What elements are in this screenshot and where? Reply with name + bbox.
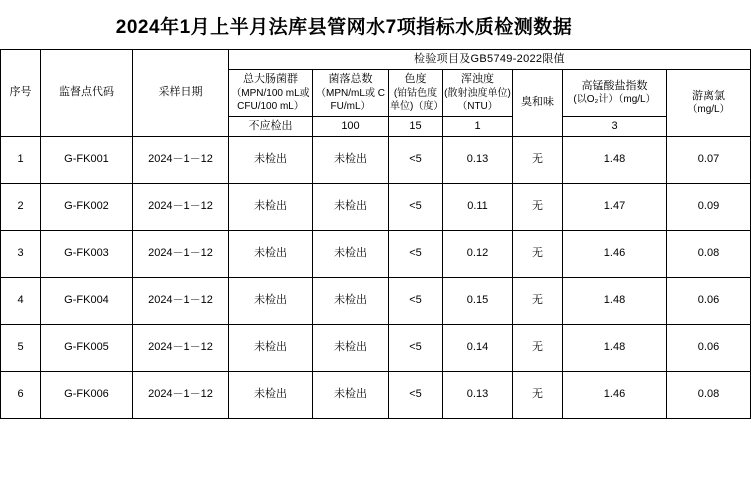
- cell-coliform: 未检出: [229, 371, 313, 418]
- cell-color: <5: [389, 230, 443, 277]
- column-header-permanganate: [563, 69, 667, 116]
- limit-value-turbidity: 1: [443, 116, 513, 136]
- cell-coliform: 未检出: [229, 230, 313, 277]
- cell-seq: 5: [1, 324, 41, 371]
- page-title: 2024年1月上半月法库县管网水7项指标水质检测数据: [115, 17, 573, 38]
- cell-chlorine: 0.06: [667, 277, 751, 324]
- column-header-coliform-main: 总大肠菌群: [243, 72, 298, 85]
- table-row: [1, 230, 751, 277]
- column-header-turbidity-unit: (散射浊度单位)（NTU）: [444, 87, 511, 113]
- cell-odor: 无: [513, 277, 563, 324]
- cell-seq: 4: [1, 277, 41, 324]
- cell-color: <5: [389, 136, 443, 183]
- limit-value-color: 15: [389, 116, 443, 136]
- table-row: [1, 324, 751, 371]
- table-row: [1, 277, 751, 324]
- cell-turbidity: 0.12: [443, 230, 513, 277]
- cell-chlorine: 0.08: [667, 371, 751, 418]
- cell-turbidity: 0.13: [443, 136, 513, 183]
- column-header-chlorine: [667, 69, 751, 136]
- cell-date: 2024－1－12: [133, 136, 229, 183]
- column-header-permanganate-main: 高锰酸盐指数: [581, 79, 648, 92]
- cell-date: 2024－1－12: [133, 277, 229, 324]
- cell-turbidity: 0.15: [443, 277, 513, 324]
- cell-colony: 未检出: [313, 183, 389, 230]
- column-header-color-main: 色度: [404, 72, 427, 85]
- cell-odor: 无: [513, 136, 563, 183]
- cell-color: <5: [389, 277, 443, 324]
- cell-permanganate: 1.48: [563, 136, 667, 183]
- cell-code: G-FK006: [41, 371, 133, 418]
- cell-date: 2024－1－12: [133, 371, 229, 418]
- cell-turbidity: 0.14: [443, 324, 513, 371]
- cell-permanganate: 1.46: [563, 371, 667, 418]
- limit-value-permanganate: 3: [563, 116, 667, 136]
- cell-seq: 1: [1, 136, 41, 183]
- cell-odor: 无: [513, 230, 563, 277]
- column-header-colony-main: 菌落总数: [328, 72, 373, 85]
- cell-chlorine: 0.08: [667, 230, 751, 277]
- limit-value-coliform: 不应检出: [229, 116, 313, 136]
- limit-value-colony: 100: [313, 116, 389, 136]
- table-row: [1, 371, 751, 418]
- cell-permanganate: 1.46: [563, 230, 667, 277]
- column-header-code: 监督点代码: [41, 50, 133, 137]
- cell-color: <5: [389, 324, 443, 371]
- column-header-turbidity: [443, 69, 513, 116]
- cell-seq: 6: [1, 371, 41, 418]
- cell-colony: 未检出: [313, 230, 389, 277]
- cell-odor: 无: [513, 324, 563, 371]
- column-header-color-unit: (铂钴色度单位)（度）: [390, 87, 444, 113]
- cell-colony: 未检出: [313, 371, 389, 418]
- cell-coliform: 未检出: [229, 183, 313, 230]
- cell-code: G-FK005: [41, 324, 133, 371]
- column-header-chlorine-main: 游离氯: [692, 89, 725, 102]
- column-header-seq: 序号: [1, 50, 41, 137]
- cell-date: 2024－1－12: [133, 324, 229, 371]
- column-header-odor-main: 臭和味: [521, 96, 554, 109]
- column-header-coliform: [229, 69, 313, 116]
- cell-date: 2024－1－12: [133, 183, 229, 230]
- cell-chlorine: 0.07: [667, 136, 751, 183]
- column-header-colony: [313, 69, 389, 116]
- column-header-date: 采样日期: [133, 50, 229, 137]
- column-header-permanganate-unit: (以O₂计）（mg/L）: [573, 94, 656, 106]
- cell-code: G-FK003: [41, 230, 133, 277]
- cell-seq: 3: [1, 230, 41, 277]
- cell-code: G-FK002: [41, 183, 133, 230]
- cell-code: G-FK004: [41, 277, 133, 324]
- column-header-coliform-unit: （MPN/100 mL或 CFU/100 mL）: [231, 87, 310, 113]
- cell-seq: 2: [1, 183, 41, 230]
- column-header-odor: [513, 69, 563, 136]
- cell-permanganate: 1.48: [563, 277, 667, 324]
- cell-coliform: 未检出: [229, 136, 313, 183]
- cell-odor: 无: [513, 371, 563, 418]
- cell-chlorine: 0.09: [667, 183, 751, 230]
- cell-color: <5: [389, 371, 443, 418]
- cell-color: <5: [389, 183, 443, 230]
- cell-colony: 未检出: [313, 136, 389, 183]
- cell-chlorine: 0.06: [667, 324, 751, 371]
- cell-coliform: 未检出: [229, 277, 313, 324]
- column-header-chlorine-unit: （mg/L）: [687, 104, 730, 116]
- water-quality-table: [0, 49, 751, 419]
- cell-date: 2024－1－12: [133, 230, 229, 277]
- cell-odor: 无: [513, 183, 563, 230]
- cell-code: G-FK001: [41, 136, 133, 183]
- cell-turbidity: 0.13: [443, 371, 513, 418]
- cell-permanganate: 1.48: [563, 324, 667, 371]
- cell-colony: 未检出: [313, 324, 389, 371]
- column-header-color: [389, 69, 443, 116]
- column-header-turbidity-main: 浑浊度: [461, 72, 494, 85]
- cell-permanganate: 1.47: [563, 183, 667, 230]
- cell-colony: 未检出: [313, 277, 389, 324]
- cell-turbidity: 0.11: [443, 183, 513, 230]
- column-header-colony-unit: （MPN/mL或 CFU/mL）: [316, 87, 385, 113]
- cell-coliform: 未检出: [229, 324, 313, 371]
- table-row: [1, 183, 751, 230]
- column-group-header-standard: 检验项目及GB5749-2022限值: [229, 50, 751, 70]
- table-row: [1, 136, 751, 183]
- table-group-header-row: [1, 50, 751, 70]
